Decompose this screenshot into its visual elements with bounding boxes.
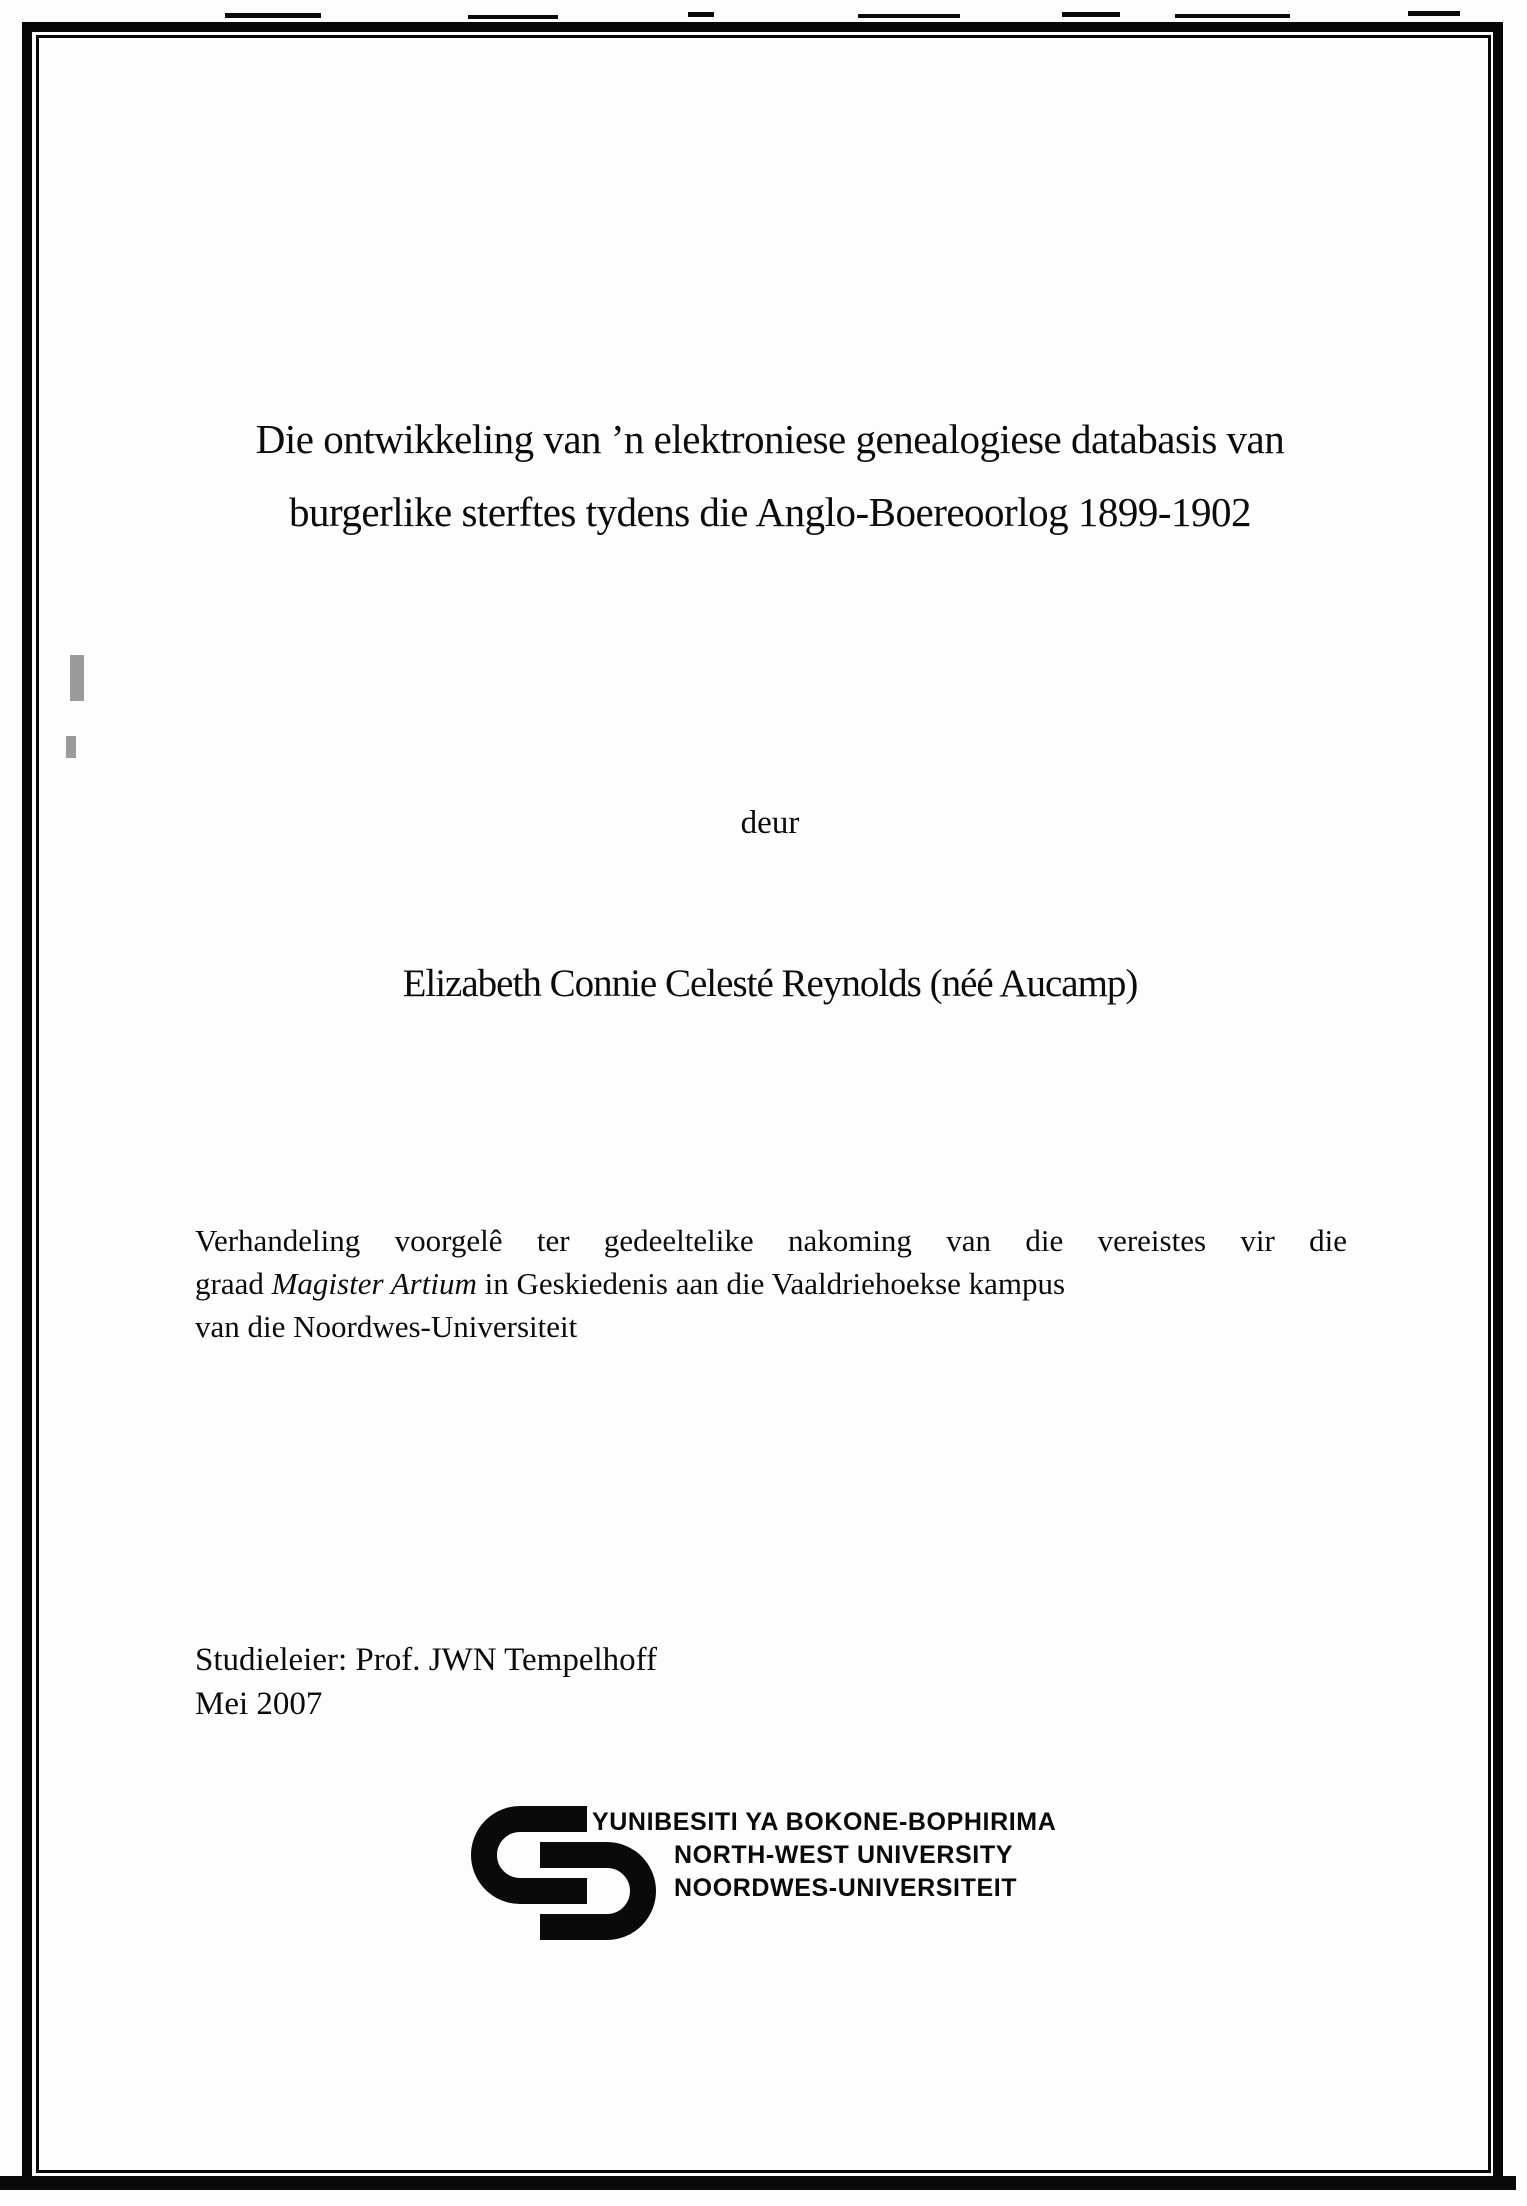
logo-line-afrikaans: NOORDWES-UNIVERSITEIT [674, 1874, 1018, 1902]
statement-line3: van die Noordwes-Universiteit [195, 1309, 578, 1344]
date-line: Mei 2007 [195, 1686, 323, 1722]
scan-artifact [1408, 11, 1460, 16]
scan-smudge [66, 736, 76, 758]
supervisor-line: Studieleier: Prof. JWN Tempelhoff [195, 1642, 658, 1678]
statement-line2 [195, 1262, 1347, 1305]
scan-artifact [1175, 14, 1290, 18]
logo-line-english: NORTH-WEST UNIVERSITY [674, 1841, 1013, 1869]
statement-line2-after: in Geskiedenis aan die Vaaldriehoekse kampus [476, 1266, 1066, 1301]
thesis-title-line1: Die ontwikkeling van ’n elektroniese genealogiese databasis van [255, 416, 1285, 462]
degree-name: Magister Artium [271, 1266, 477, 1301]
statement-line2-before: graad [195, 1266, 272, 1301]
university-logo-text [592, 1806, 1056, 1905]
thesis-statement [195, 1219, 1347, 1348]
scan-artifact-bottom-edge [0, 2176, 1516, 2190]
logo-line-setswana: YUNIBESITI YA BOKONE-BOPHIRIMA [592, 1808, 1057, 1836]
scan-smudge [70, 655, 84, 701]
thesis-title-line2: burgerlike sterftes tydens die Anglo-Boereoorlog 1899-1902 [288, 489, 1251, 535]
statement-line1: Verhandeling voorgelê ter gedeeltelike nakoming van die vereistes vir die [195, 1223, 1347, 1258]
scan-artifact [858, 14, 960, 18]
scan-artifact [1062, 12, 1120, 17]
author-name: Elizabeth Connie Celesté Reynolds (néé Aucamp) [402, 962, 1138, 1005]
scan-artifact [688, 12, 714, 17]
thesis-title [190, 403, 1350, 549]
scan-artifact [468, 15, 558, 19]
supervisor-block [195, 1638, 657, 1726]
byline: deur [740, 805, 800, 841]
scan-artifact [225, 13, 321, 18]
